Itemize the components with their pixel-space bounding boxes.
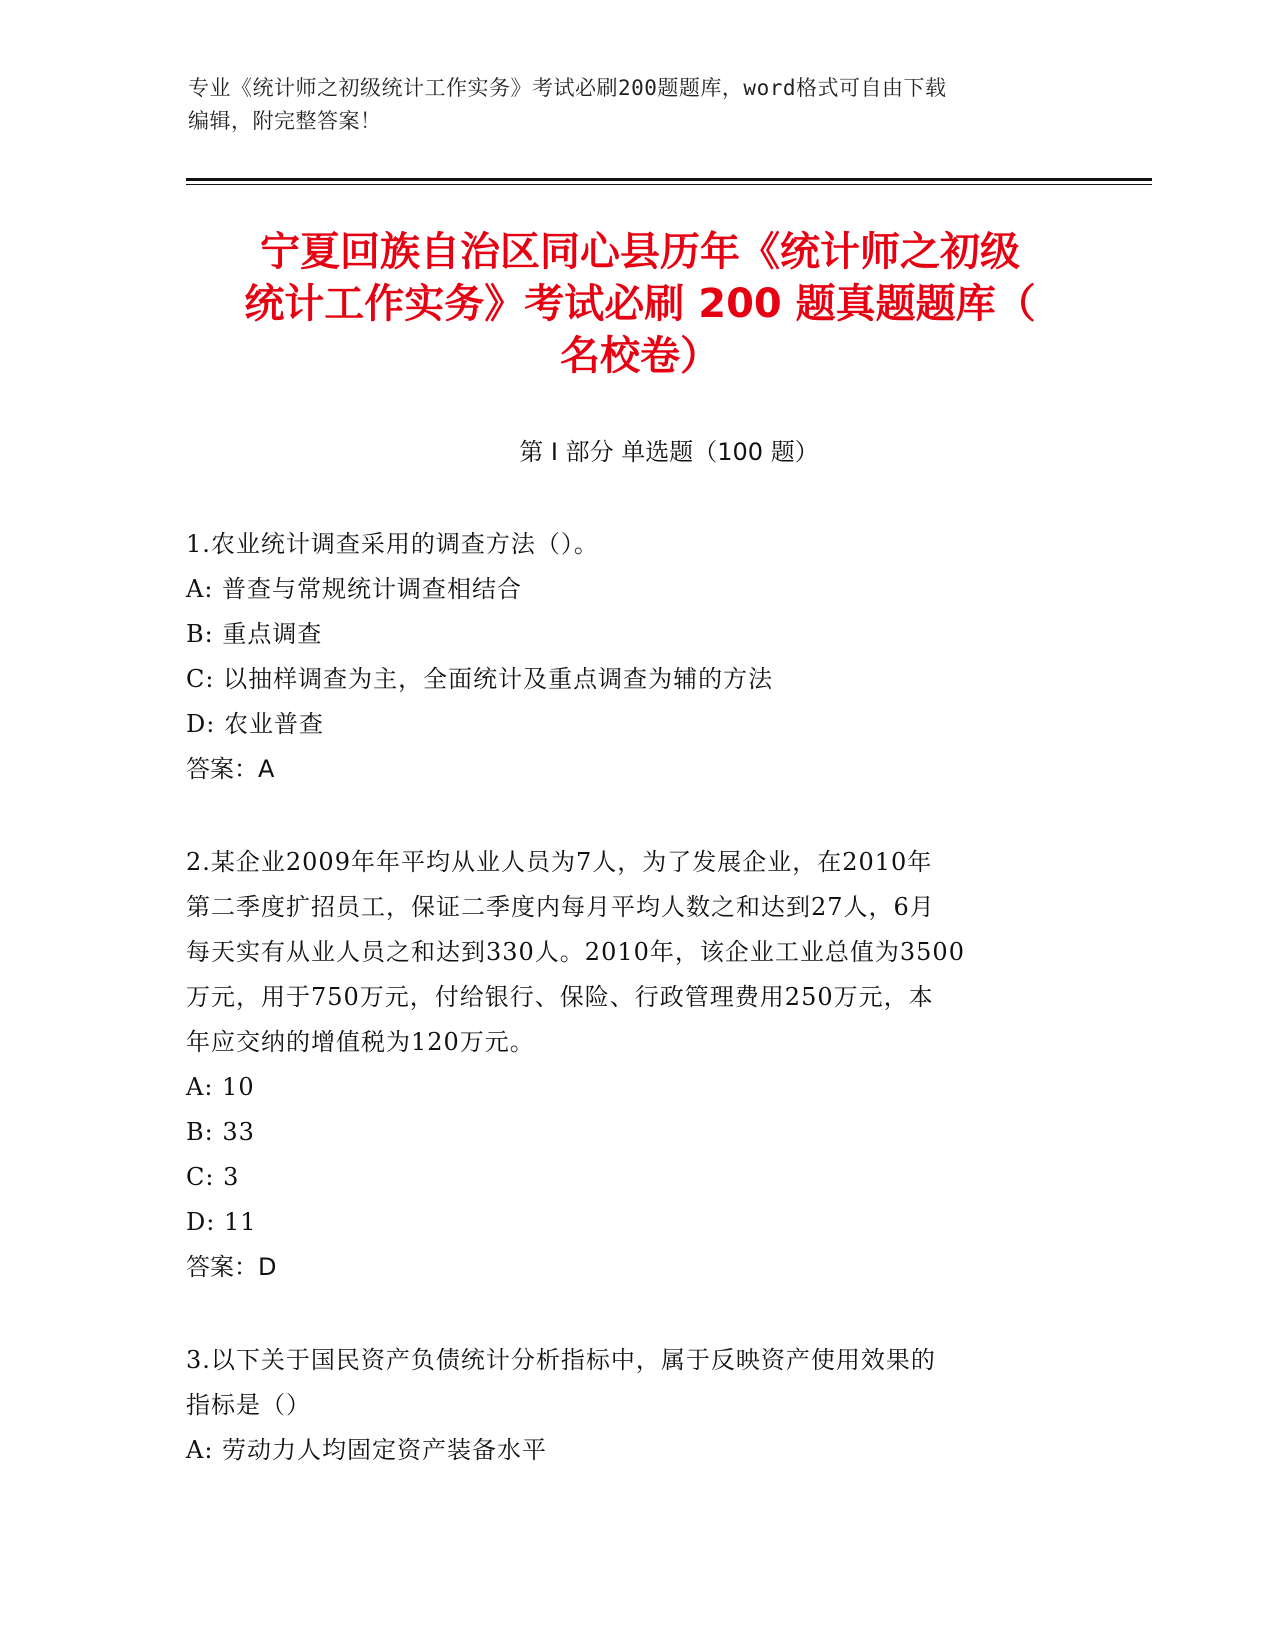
question-1: [186, 522, 1076, 792]
option-a: A: 10: [186, 1073, 255, 1101]
option-d: D: 11: [186, 1208, 257, 1236]
option-b: B: 33: [186, 1118, 255, 1146]
option-c: C: 3: [186, 1163, 240, 1191]
option-c: C: 以抽样调查为主，全面统计及重点调查为辅的方法: [186, 665, 774, 693]
question-2: [186, 840, 1076, 1290]
header-note: [188, 72, 1068, 138]
question-stem-line: 万元，用于750万元，付给银行、保险、行政管理费用250万元，本: [186, 983, 934, 1011]
question-list: [186, 522, 1076, 1521]
question-stem-line: 年应交纳的增值税为120万元。: [186, 1028, 535, 1056]
answer: 答案：D: [186, 1253, 277, 1281]
option-d: D: 农业普查: [186, 710, 324, 738]
title-line-3: 名校卷）: [560, 333, 720, 379]
question-3: [186, 1338, 1076, 1473]
option-a: A: 劳动力人均固定资产装备水平: [186, 1436, 548, 1464]
answer: 答案：A: [186, 755, 275, 783]
question-stem-line: 每天实有从业人员之和达到330人。2010年，该企业工业总值为3500: [186, 938, 965, 966]
header-divider-thin: [186, 184, 1152, 185]
header-note-line-1: 专业《统计师之初级统计工作实务》考试必刷200题题库，word格式可自由下载: [188, 76, 947, 100]
option-b: B: 重点调查: [186, 620, 323, 648]
question-stem: 1.农业统计调查采用的调查方法（）。: [186, 530, 599, 558]
header-note-line-2: 编辑，附完整答案！: [188, 109, 382, 133]
section-heading: 第 I 部分 单选题（100 题）: [519, 438, 819, 466]
question-stem-line: 2.某企业2009年年平均从业人员为7人，为了发展企业，在2010年: [186, 848, 933, 876]
title-line-2: 统计工作实务》考试必刷 200 题真题题库（: [244, 281, 1036, 327]
option-a: A: 普查与常规统计调查相结合: [186, 575, 523, 603]
document-title: [190, 226, 1090, 382]
question-stem-line: 指标是（）: [186, 1391, 311, 1419]
header-divider-thick: [186, 178, 1152, 181]
question-stem-line: 3.以下关于国民资产负债统计分析指标中，属于反映资产使用效果的: [186, 1346, 936, 1374]
question-stem-line: 第二季度扩招员工，保证二季度内每月平均人数之和达到27人，6月: [186, 893, 935, 921]
title-line-1: 宁夏回族自治区同心县历年《统计师之初级: [260, 229, 1020, 275]
